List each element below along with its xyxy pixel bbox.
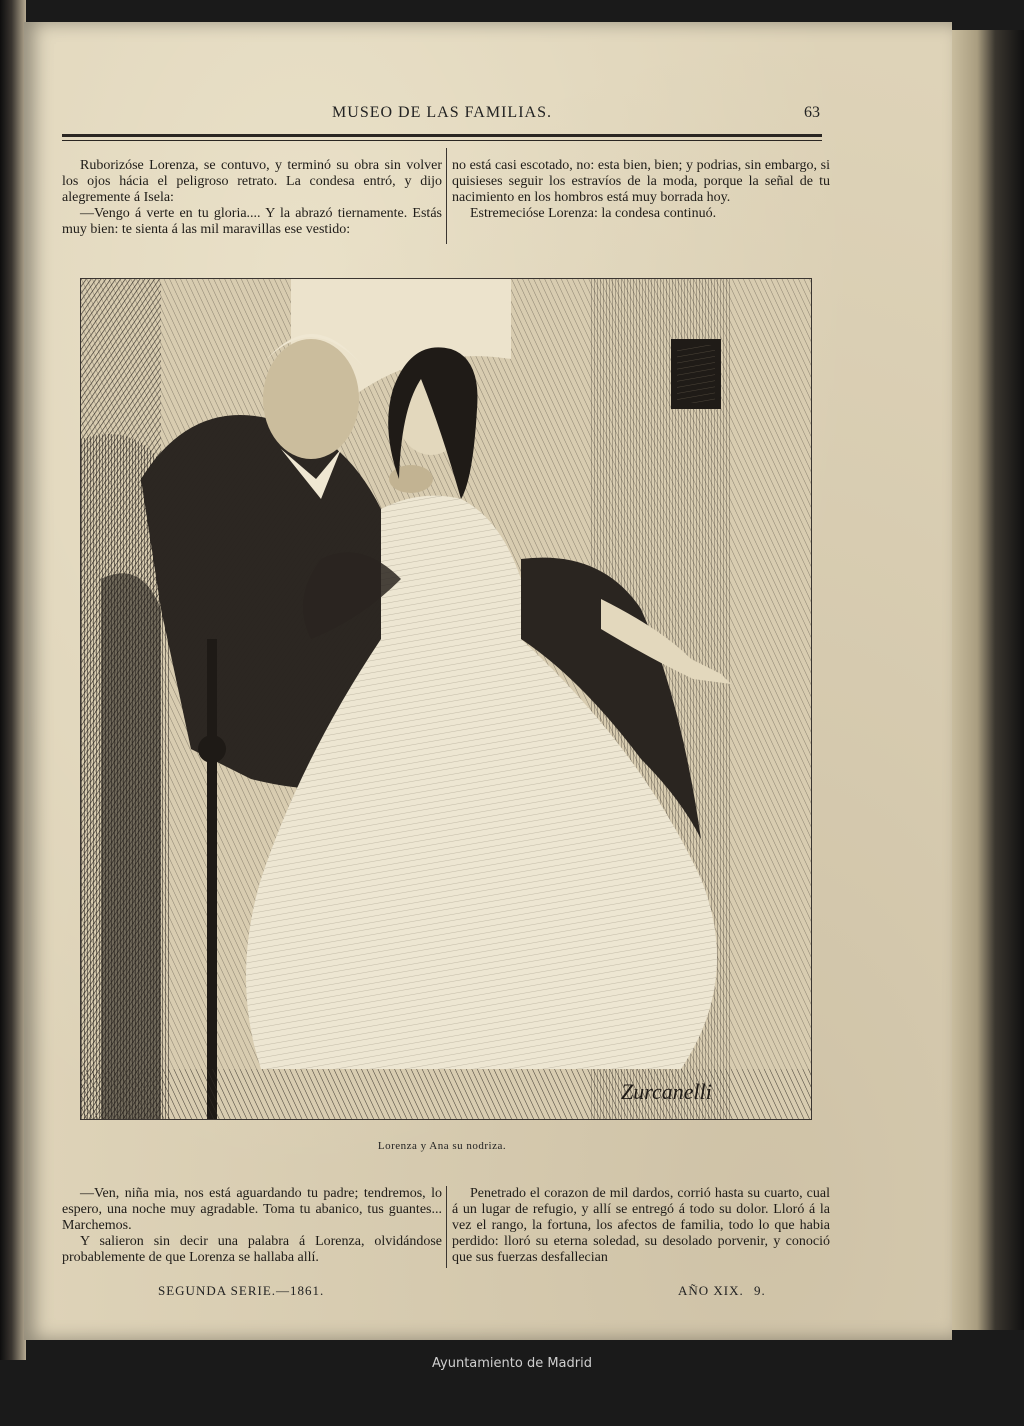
paragraph: —Ven, niña mia, nos está aguardando tu padre; tendremos, lo espero, una noche muy agradable. Toma tu abanico, tus guantes... Marchemos. [62,1186,442,1233]
page-header [62,104,822,128]
paragraph: —Vengo á verte en tu gloria.... Y la abrazó tiernamente. Estás muy bien: te sienta á las mil maravillas ese vestido: [62,206,442,237]
column-divider [446,1186,447,1268]
footer-series: SEGUNDA SERIE.—1861. [158,1283,325,1298]
engraving-illustration [80,278,812,1120]
header-rule-thick [62,134,822,137]
page-edge-right [952,30,1024,1330]
header-rule-thin [62,140,822,141]
running-title: MUSEO DE LAS FAMILIAS. [332,104,552,121]
paragraph: no está casi escotado, no: esta bien, bien; y podrias, sin embargo, si quisieses seguir los estravíos de la moda, porque la señal de tu nacimiento en los hombros está muy borrada hoy. [452,158,830,205]
bottom-left-column [62,1186,442,1266]
book-spine-left [0,0,26,1360]
illustration-caption: Lorenza y Ana su nodriza. [377,1140,507,1152]
top-left-column [62,158,442,238]
bottom-right-column [452,1186,830,1266]
column-divider [446,148,447,244]
archive-credit: Ayuntamiento de Madrid [432,1356,592,1371]
footer-issue-number: 9. [754,1283,766,1298]
top-right-column [452,158,830,222]
paragraph: Ruborizóse Lorenza, se contuvo, y terminó su obra sin volver los ojos hácia el peligroso retrato. La condesa entró, y dijo alegremente á Isela: [62,158,442,205]
page-number: 63 [804,104,820,121]
engraver-signature: Zurcanelli [621,1079,712,1104]
footer-issue [678,1283,766,1299]
engraving-drawing [81,279,811,1119]
paragraph: Estremecióse Lorenza: la condesa continuó. [470,206,717,221]
paragraph: Y salieron sin decir una palabra á Lorenza, olvidándose probablemente de que Lorenza se hallaba allí. [62,1234,442,1265]
footer-year: AÑO XIX. [678,1283,744,1298]
paragraph: Penetrado el corazon de mil dardos, corrió hasta su cuarto, cual á un lugar de refugio, y allí se entregó á todo su dolor. Lloró á la vez el rango, la fortuna, los afectos de familia, todo lo que habia perdido: lloró su eterna soledad, su desolado porvenir, y conoció que sus fuerzas desfallecian [452,1186,830,1265]
